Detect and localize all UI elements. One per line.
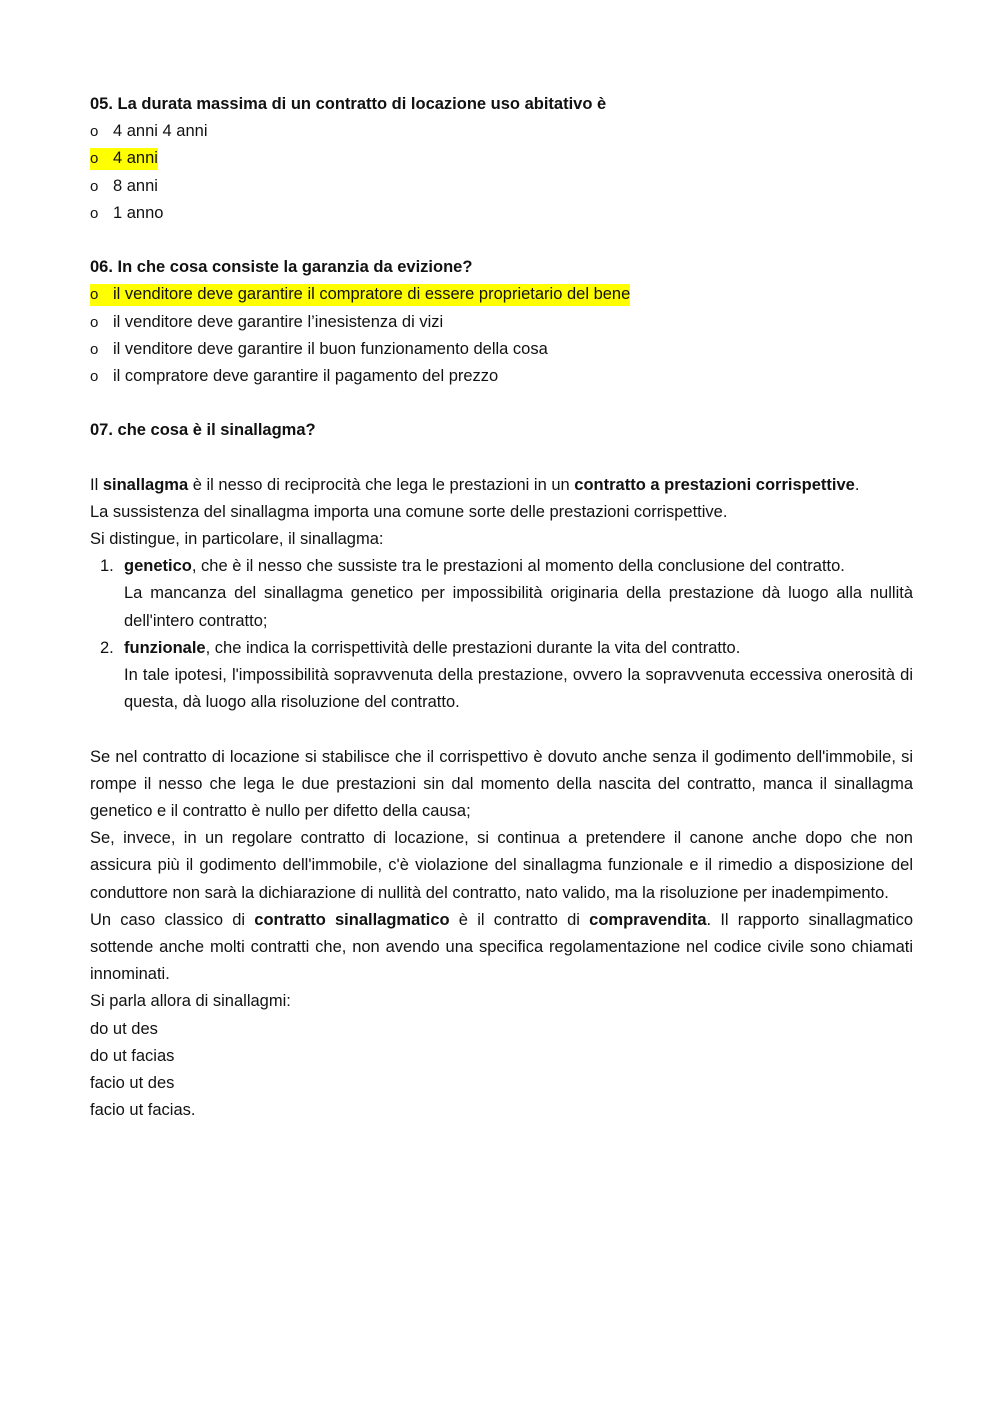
text-run: , che è il nesso che sussiste tra le prestazioni al momento della conclusione del contratto. — [191, 557, 845, 576]
term-sinallagma: sinallagma — [102, 475, 189, 494]
list-item-heading — [124, 635, 913, 662]
q05-option-3[interactable] — [90, 173, 913, 200]
option-label: 1 anno — [113, 203, 164, 222]
list-item-detail: La mancanza del sinallagma genetico per impossibilità originaria della prestazione dà luogo alla nullità dell'intero contratto; — [124, 584, 913, 630]
text-run: , che indica la corrispettività delle prestazioni durante la vita del contratto. — [205, 638, 741, 657]
radio-bullet-icon: o — [90, 177, 99, 195]
term-contratto-prestazioni: contratto a prestazioni corrispettive — [574, 475, 855, 494]
option-label: il venditore deve garantire l’inesistenza di vizi — [113, 312, 444, 331]
question-07: 07. che cosa è il sinallagma? — [90, 421, 316, 440]
radio-bullet-icon: o — [90, 150, 99, 168]
radio-bullet-icon: o — [90, 204, 99, 222]
question-06: 06. In che cosa consiste la garanzia da evizione? — [90, 258, 473, 277]
q06-option-4[interactable] — [90, 363, 913, 390]
option-label: 4 anni — [113, 149, 158, 168]
radio-bullet-icon: o — [90, 313, 99, 331]
option-label: 8 anni — [113, 176, 158, 195]
list-number: 2. — [100, 638, 114, 657]
term-contratto-sinallagmatico: contratto sinallagmatico — [254, 910, 450, 929]
option-label: 4 anni 4 anni — [113, 122, 208, 141]
intro-paragraph-1 — [90, 472, 913, 499]
text-run: . Il rapporto sinallagmatico sottende anche molti contratti che, non avendo una specifica regolamentazione nel codice civile sono chiamati innominati. — [90, 910, 913, 984]
paragraph-2: Se, invece, in un regolare contratto di locazione, si continua a pretendere il canone anche dopo che non assicura più il godimento dell'immobile, c'è violazione del sinallagma funzionale e il rimedio a disposizione del conduttore non sarà la dichiarazione di nullità del contratto, nato valido, ma la risoluzione per inadempimento. — [90, 829, 913, 902]
list-number: 1. — [100, 557, 114, 576]
list-item — [90, 553, 913, 635]
intro-paragraph-3: Si distingue, in particolare, il sinallagma: — [90, 530, 384, 548]
latin-formula-2: do ut facias — [90, 1046, 175, 1065]
radio-bullet-icon: o — [90, 340, 99, 358]
q05-option-4[interactable] — [90, 200, 913, 227]
text-run: è il contratto di — [449, 910, 590, 929]
paragraph-1: Se nel contratto di locazione si stabilisce che il corrispettivo è dovuto anche senza il godimento dell'immobile, si rompe il nesso che lega le due prestazioni sin dal momento della nascita del contratto, manca il sinallagma genetico e il contratto è nullo per difetto della causa; — [90, 747, 913, 820]
text-run: è il nesso di reciprocità che lega le prestazioni in un — [188, 475, 575, 494]
q06-option-1-selected[interactable] — [90, 281, 913, 308]
term-compravendita: compravendita — [589, 910, 707, 929]
text-run: . — [854, 475, 860, 494]
option-label: il venditore deve garantire il compratore di essere proprietario del bene — [113, 285, 631, 304]
list-item-detail: In tale ipotesi, l'impossibilità sopravvenuta della prestazione, ovvero la sopravvenuta eccessiva onerosità di questa, dà luogo alla risoluzione del contratto. — [124, 665, 913, 712]
term-genetico: genetico — [124, 557, 192, 576]
list-item-heading — [124, 553, 913, 580]
intro-paragraph-2: La sussistenza del sinallagma importa una comune sorte delle prestazioni corrispettive. — [90, 502, 728, 521]
option-label: il compratore deve garantire il pagamento del prezzo — [113, 366, 499, 385]
radio-bullet-icon: o — [90, 367, 99, 385]
radio-bullet-icon: o — [90, 123, 99, 141]
option-label: il venditore deve garantire il buon funzionamento della cosa — [113, 339, 548, 358]
q06-option-3[interactable] — [90, 336, 913, 363]
list-item — [90, 635, 913, 717]
term-funzionale: funzionale — [124, 638, 206, 657]
q06-option-2[interactable] — [90, 309, 913, 336]
radio-bullet-icon: o — [90, 286, 99, 304]
q05-option-2-selected[interactable] — [90, 145, 913, 172]
text-run: Il — [90, 475, 103, 494]
latin-formula-3: facio ut des — [90, 1073, 175, 1092]
text-run: Un caso classico di — [90, 910, 255, 929]
latin-formula-1: do ut des — [90, 1019, 158, 1038]
paragraph-4: Si parla allora di sinallagmi: — [90, 992, 291, 1011]
paragraph-3 — [90, 907, 913, 989]
question-05: 05. La durata massima di un contratto di locazione uso abitativo è — [90, 95, 607, 113]
document-page — [90, 91, 913, 1124]
latin-formula-4: facio ut facias. — [90, 1101, 196, 1120]
q05-option-1[interactable] — [90, 118, 913, 145]
